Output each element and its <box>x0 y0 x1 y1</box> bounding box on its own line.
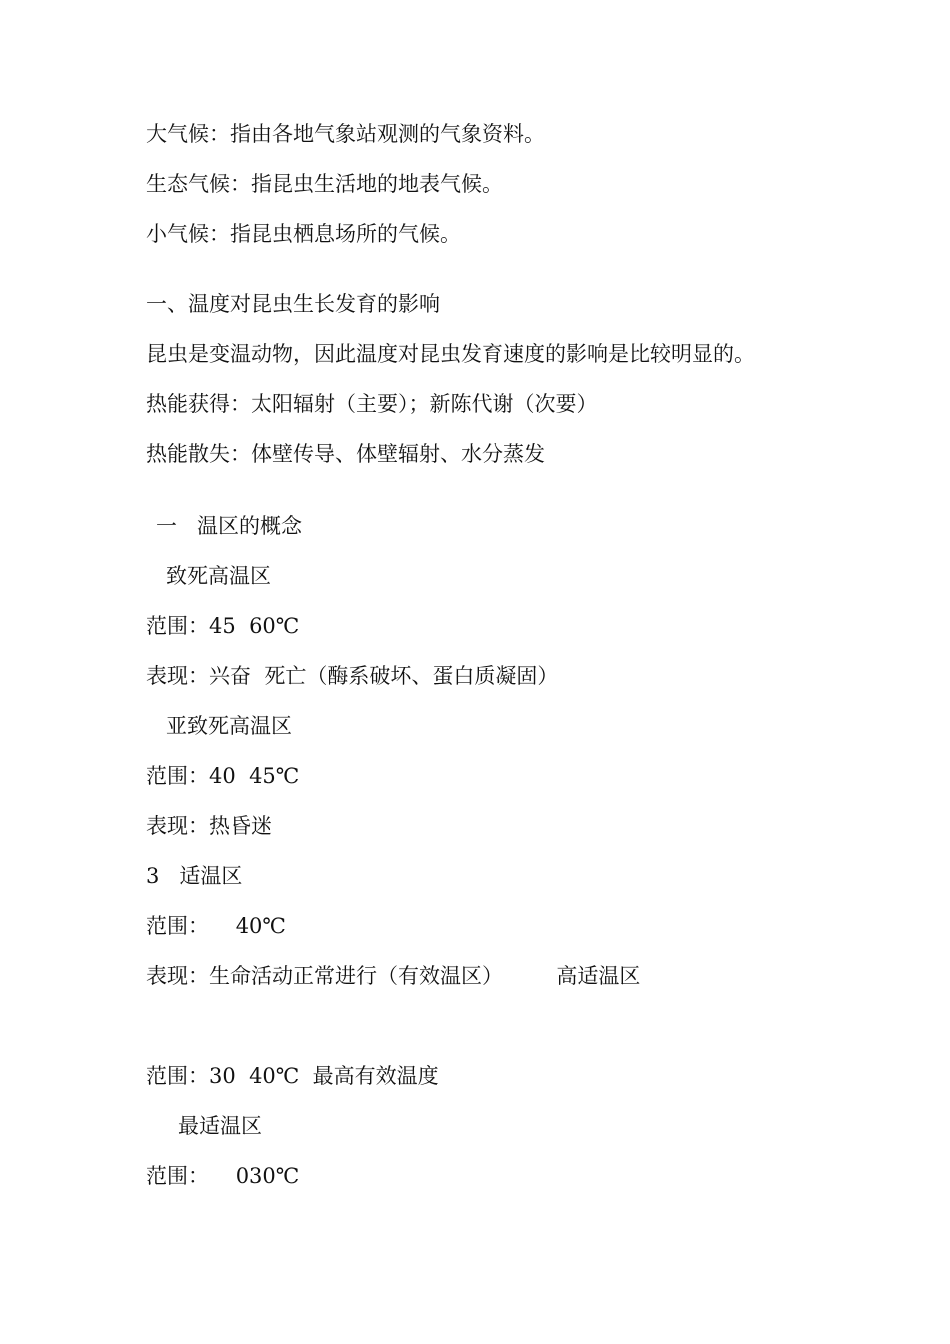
zone-most-optimal-title: 最适温区 <box>178 1114 262 1138</box>
definition-microclimate: 小气候：指昆虫栖息场所的气候。 <box>146 222 461 246</box>
zone-high-optimal-range: 范围：30 40℃ 最高有效温度 <box>146 1064 439 1088</box>
zone-lethal-high-range: 范围：45 60℃ <box>146 614 300 638</box>
paragraph-heat-gain: 热能获得：太阳辐射（主要）；新陈代谢（次要） <box>146 392 598 416</box>
zone-optimal-title: 3 适温区 <box>146 864 243 888</box>
paragraph-poikilotherm: 昆虫是变温动物，因此温度对昆虫发育速度的影响是比较明显的。 <box>146 342 755 366</box>
zone-most-optimal-range: 范围： 030℃ <box>146 1164 300 1188</box>
zone-optimal-effect: 表现：生命活动正常进行（有效温区） 高适温区 <box>146 964 641 988</box>
zone-lethal-high-effect: 表现：兴奋 死亡（酶系破坏、蛋白质凝固） <box>146 664 559 688</box>
definition-macroclimate: 大气候：指由各地气象站观测的气象资料。 <box>146 122 545 146</box>
section-heading: 一、温度对昆虫生长发育的影响 <box>146 292 440 316</box>
definition-ecoclimate: 生态气候：指昆虫生活地的地表气候。 <box>146 172 503 196</box>
zone-sublethal-high-title: 亚致死高温区 <box>166 714 292 738</box>
zone-sublethal-high-range: 范围：40 45℃ <box>146 764 300 788</box>
subsection-heading: 一 温区的概念 <box>156 514 303 538</box>
zone-optimal-range: 范围： 40℃ <box>146 914 286 938</box>
paragraph-heat-loss: 热能散失：体壁传导、体壁辐射、水分蒸发 <box>146 442 545 466</box>
zone-sublethal-high-effect: 表现：热昏迷 <box>146 814 272 838</box>
zone-lethal-high-title: 致死高温区 <box>166 564 271 588</box>
